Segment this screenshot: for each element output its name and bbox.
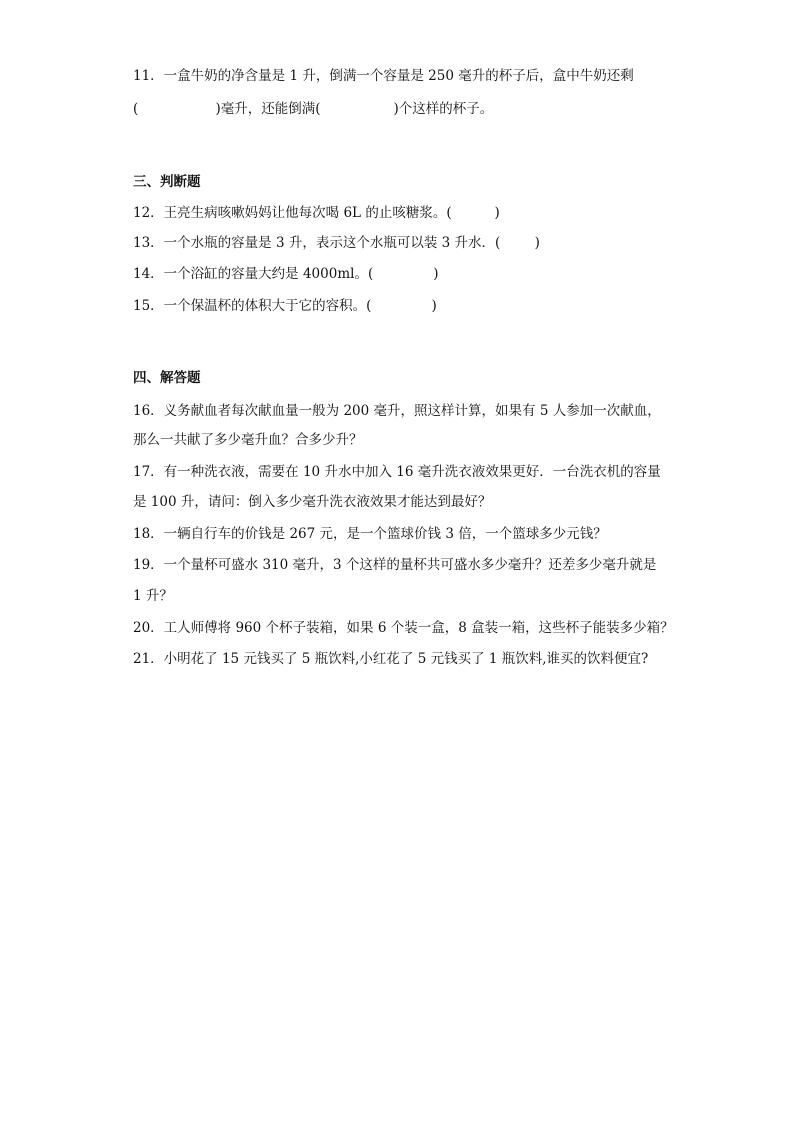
question-21: 21．小明花了 15 元钱买了 5 瓶饮料,小红花了 5 元钱买了 1 瓶饮料,谁买的饮料便宜? xyxy=(133,651,649,667)
question-19-line-1: 19．一个量杯可盛水 310 毫升，3 个这样的量杯共可盛水多少毫升？还差多少毫升就是 xyxy=(133,557,657,573)
section-3-title: 三、判断题 xyxy=(133,174,201,190)
question-13: 13．一个水瓶的容量是 3 升，表示这个水瓶可以装 3 升水．( ) xyxy=(133,235,540,251)
question-19-line-2: 1 升？ xyxy=(133,588,173,604)
question-14: 14．一个浴缸的容量大约是 4000ml。( ) xyxy=(133,266,439,282)
question-17-line-2: 是 100 升，请问：倒入多少毫升洗衣液效果才能达到最好？ xyxy=(133,494,492,510)
question-16-line-1: 16．义务献血者每次献血量一般为 200 毫升，照这样计算，如果有 5 人参加一次献血， xyxy=(133,403,661,419)
question-11-line-2: ( )毫升，还能倒满( )个这样的杯子。 xyxy=(133,101,494,117)
question-11-line-1: 11．一盒牛奶的净含量是 1 升，倒满一个容量是 250 毫升的杯子后，盒中牛奶还剩 xyxy=(133,68,634,84)
question-17-line-1: 17．有一种洗衣液，需要在 10 升水中加入 16 毫升洗衣液效果更好．一台洗衣机的容量 xyxy=(133,464,661,480)
question-20: 20．工人师傅将 960 个杯子装箱，如果 6 个装一盒，8 盒装一箱，这些杯子能装多少箱？ xyxy=(133,620,674,636)
section-4-title: 四、解答题 xyxy=(133,370,201,386)
question-15: 15．一个保温杯的体积大于它的容积。( ) xyxy=(133,298,437,314)
question-12: 12．王亮生病咳嗽妈妈让他每次喝 6L 的止咳糖浆。( ) xyxy=(133,205,500,221)
question-18: 18．一辆自行车的价钱是 267 元，是一个篮球价钱 3 倍，一个篮球多少元钱？ xyxy=(133,526,607,542)
question-16-line-2: 那么一共献了多少毫升血？合多少升？ xyxy=(133,432,363,448)
